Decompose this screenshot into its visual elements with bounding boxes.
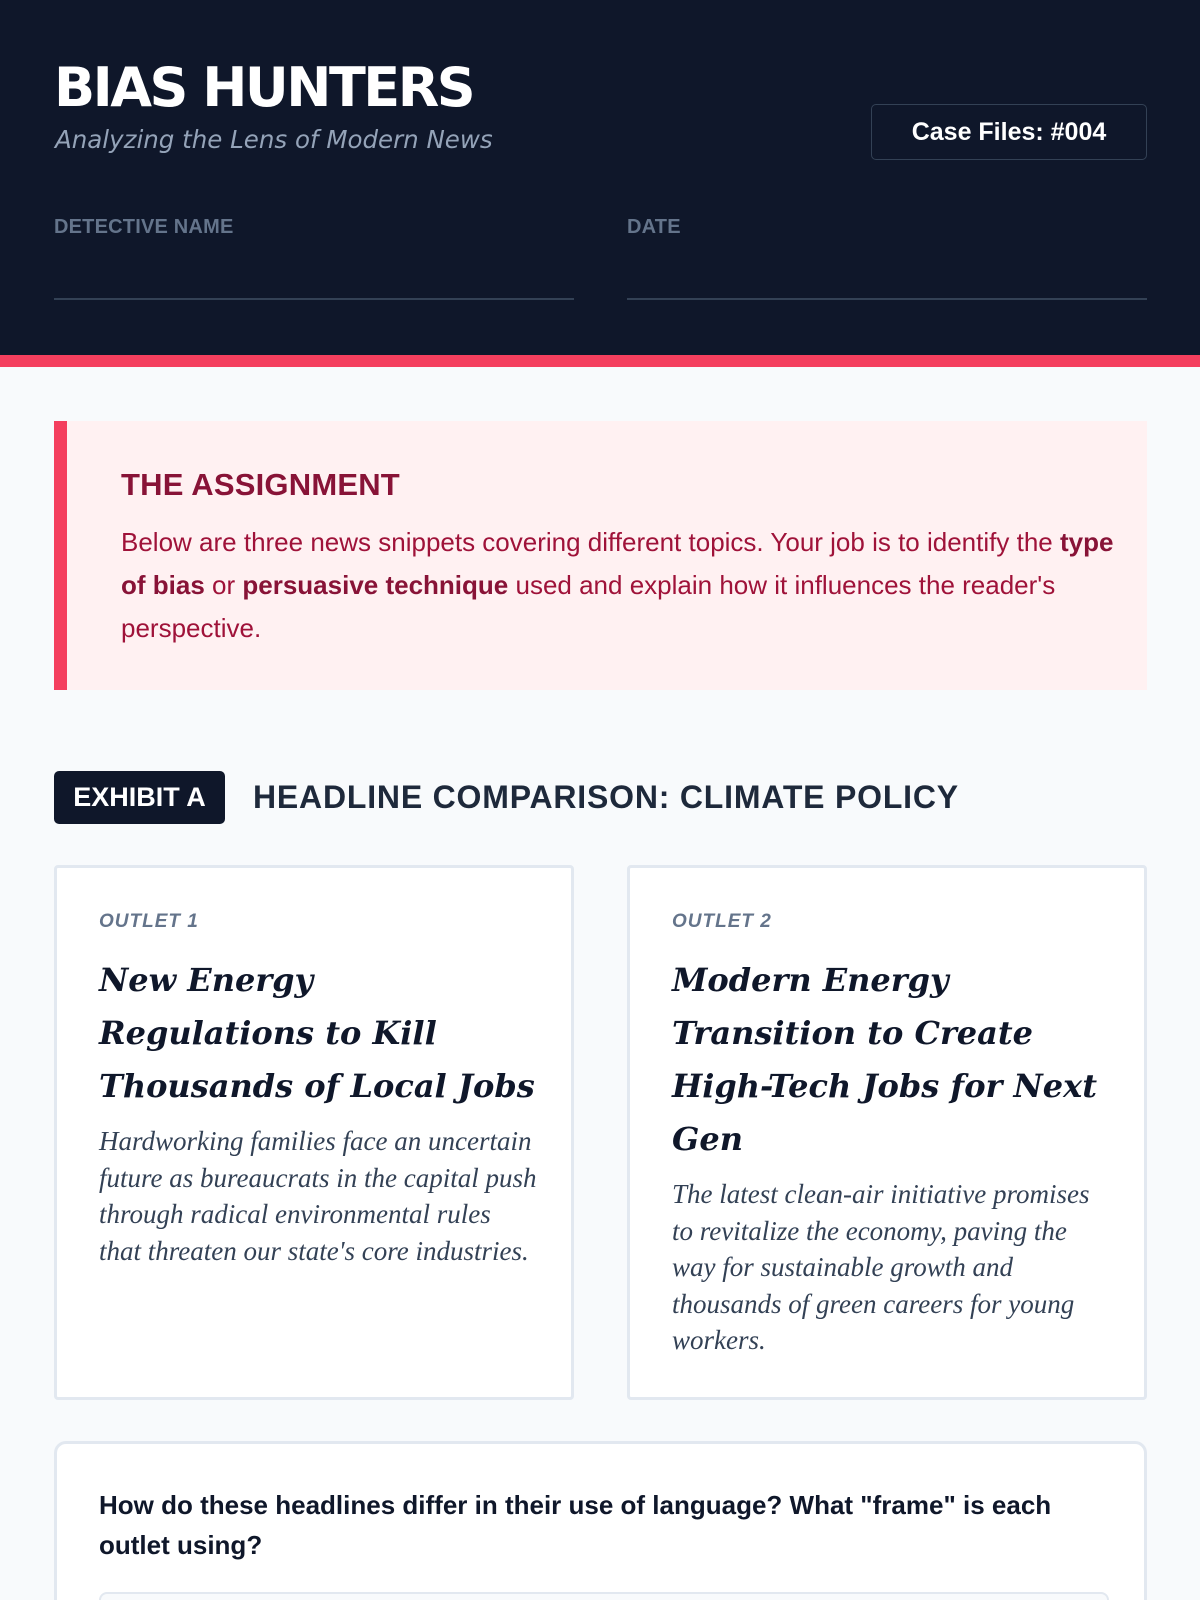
assignment-text-part: Below are three news snippets covering different topics. Your job is to identify the (121, 527, 1060, 557)
header-accent-bar (0, 355, 1200, 367)
assignment-title: THE ASSIGNMENT (121, 467, 400, 502)
case-files-badge: Case Files: #004 (871, 104, 1147, 160)
bias-type-emphasis: type of bias (121, 527, 1114, 600)
exhibit-badge: EXHIBIT A (54, 771, 225, 824)
assignment-box (54, 421, 1147, 690)
outlet-label: OUTLET 2 (672, 911, 772, 932)
assignment-text-part: or (204, 570, 243, 600)
outlet-snippet: The latest clean-air initiative promises to revitalize the economy, paving the way for sustainable growth and thousands of green careers for young workers. (672, 1179, 1090, 1355)
answer-field[interactable] (99, 1592, 1109, 1600)
page-subtitle: Analyzing the Lens of Modern News (55, 125, 493, 154)
detective-name-field[interactable] (54, 298, 574, 300)
assignment-text (121, 521, 1121, 650)
date-field[interactable] (627, 298, 1147, 300)
persuasive-technique-emphasis: persuasive technique (242, 570, 509, 600)
page-header (0, 0, 1200, 355)
outlet-headline: Modern Energy Transition to Create High-Tech Jobs for Next Gen (672, 961, 1097, 1158)
question-text: How do these headlines differ in their use of language? What "frame" is each outlet using? (99, 1490, 1052, 1560)
question-card (54, 1441, 1147, 1600)
outlet-card (54, 865, 574, 1400)
date-label: DATE (627, 216, 681, 238)
outlet-snippet: Hardworking families face an uncertain future as bureaucrats in the capital push through radical environmental rules that threaten our state's core industries. (99, 1126, 537, 1266)
assignment-text-part: used and explain how it influences the reader's perspective. (121, 570, 1056, 643)
exhibit-title: HEADLINE COMPARISON: CLIMATE POLICY (253, 779, 959, 815)
outlet-card (627, 865, 1147, 1400)
page-title: BIAS HUNTERS (54, 56, 474, 119)
outlet-label: OUTLET 1 (99, 911, 199, 932)
outlet-headline: New Energy Regulations to Kill Thousands of Local Jobs (99, 961, 535, 1105)
detective-name-label: DETECTIVE NAME (54, 216, 234, 238)
